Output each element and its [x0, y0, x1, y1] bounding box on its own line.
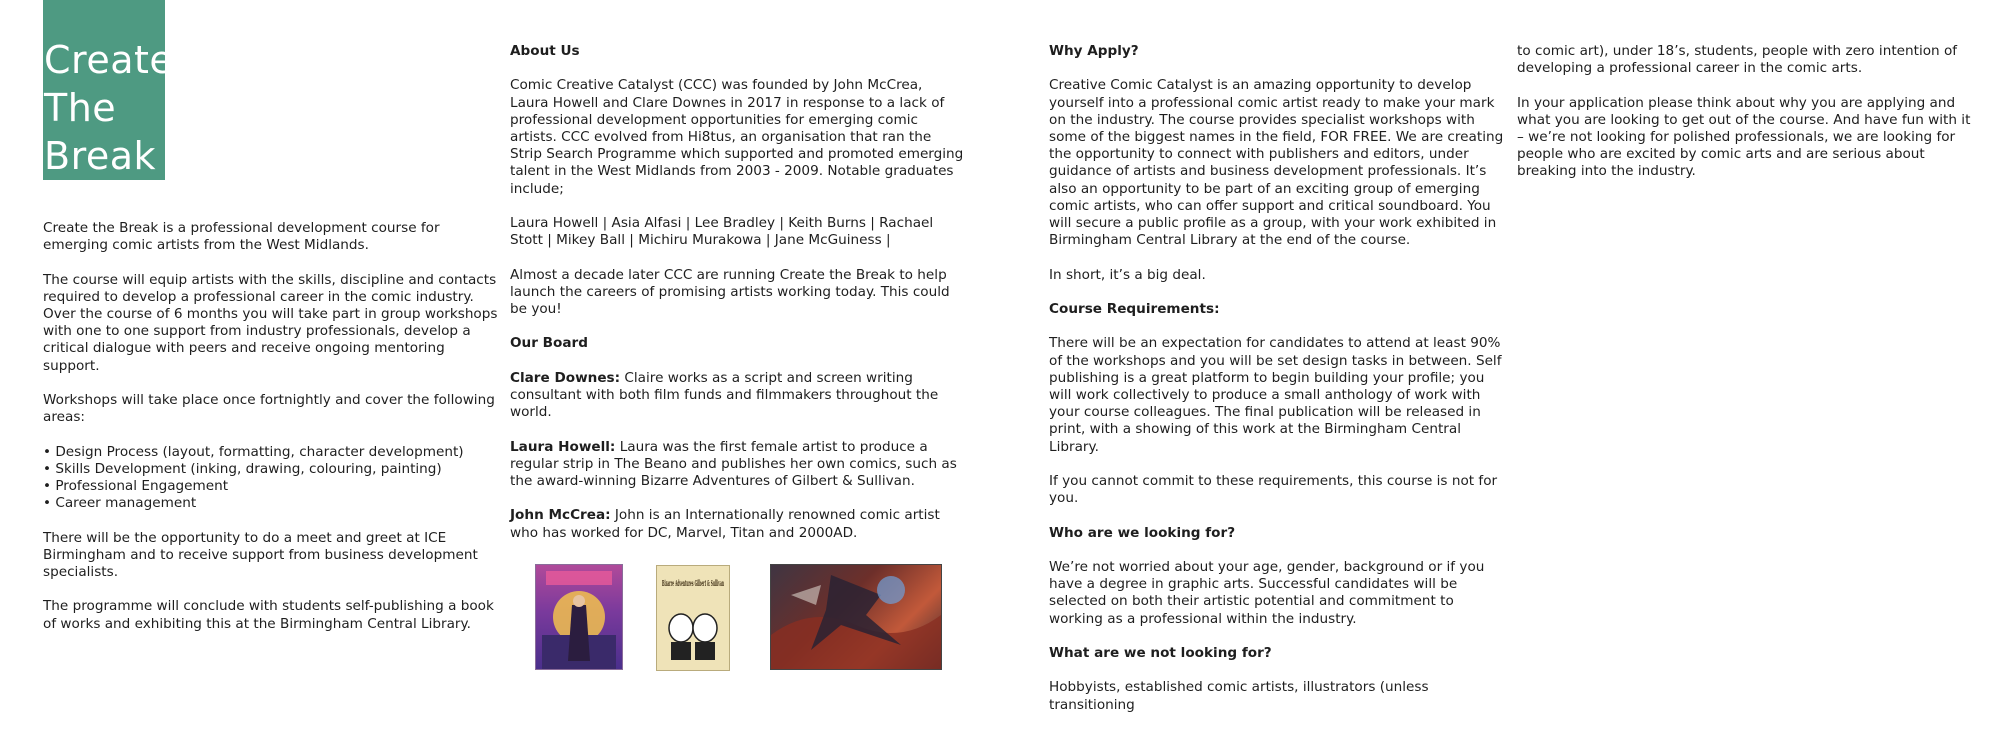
list-item: • Career management: [43, 495, 498, 512]
board-member: [510, 370, 965, 422]
comic-cover-image-2: [656, 565, 730, 671]
list-item: • Skills Development (inking, drawing, colouring, painting): [43, 461, 498, 478]
board-member-bio: Laura was the first female artist to produce a regular strip in The Beano and publishes her own comics, such as the award-winning Bizarre Adventures of Gilbert & Sullivan.: [510, 438, 957, 489]
comic-artwork-image: [770, 564, 942, 670]
not-looking-for-paragraph: Hobbyists, established comic artists, illustrators (unless transitioning: [1049, 679, 1429, 713]
board-member-name: Laura Howell:: [510, 438, 616, 455]
why-apply-heading: Why Apply?: [1049, 43, 1139, 59]
big-deal-paragraph: In short, it’s a big deal.: [1049, 266, 1206, 283]
intro-column: [43, 220, 498, 650]
about-heading: About Us: [510, 43, 580, 59]
list-item: • Professional Engagement: [43, 478, 498, 495]
requirements-heading: Course Requirements:: [1049, 301, 1220, 317]
board-member-name: John McCrea:: [510, 507, 611, 524]
graduates-paragraph: Laura Howell | Asia Alfasi | Lee Bradley | Keith Burns | Rachael Stott | Mikey Ball | Michiru Murakowa | Jane McGuiness |: [510, 215, 934, 249]
board-member-name: Clare Downes:: [510, 369, 621, 386]
title-line-3: Break: [44, 134, 157, 178]
list-item: • Design Process (layout, formatting, character development): [43, 444, 498, 461]
commitment-paragraph: If you cannot commit to these requirements, this course is not for you.: [1049, 473, 1498, 507]
looking-for-heading: Who are we looking for?: [1049, 524, 1236, 541]
board-member-bio: John is an Internationally renowned comic artist who has worked for DC, Marvel, Titan and 2000AD.: [510, 507, 940, 541]
requirements-paragraph: There will be an expectation for candidates to attend at least 90% of the workshops and you will be set design tasks in between. Self publishing is a great platform to begin building your profile; you will work collectively to produce a small anthology of work with your course colleagues. The final publication will be released in print, with a showing of this work at the Birmingham Central Library.: [1049, 335, 1502, 455]
title-line-2: The: [44, 86, 117, 130]
board-member-bio: Claire works as a script and screen writing consultant with both film funds and filmmakers throughout the world.: [510, 369, 939, 421]
why-apply-column: [1049, 43, 1504, 731]
looking-for-paragraph: We’re not worried about your age, gender, background or if you have a degree in graphic arts. Successful candidates will be selected on both their artistic potential and commitment to working as a professional within the industry.: [1049, 558, 1485, 627]
decade-paragraph: Almost a decade later CCC are running Create the Break to help launch the careers of promising artists working today. This could be you!: [510, 266, 950, 317]
about-paragraph: Comic Creative Catalyst (CCC) was founded by John McCrea, Laura Howell and Clare Downes in 2017 in response to a lack of professional development opportunities for emerging comic artists. CCC evolved from Hi8tus, an organisation that ran the Strip Search Programme which supported and promoted emerging talent in the West Midlands from 2003 - 2009. Notable graduates include;: [510, 77, 964, 197]
title-line-1: Create: [44, 38, 174, 82]
board-member: [510, 439, 965, 491]
board-heading: Our Board: [510, 335, 588, 352]
meet-greet-paragraph: There will be the opportunity to do a meet and greet at ICE Birmingham and to receive support from business development specialists.: [43, 529, 478, 580]
course-paragraph: The course will equip artists with the skills, discipline and contacts required to develop a professional career in the comic industry. Over the course of 6 months you will take part in group workshops with one to one support from industry professionals, develop a critical dialogue with peers and receive ongoing mentoring support.: [43, 271, 498, 374]
why-apply-paragraph: Creative Comic Catalyst is an amazing opportunity to develop yourself into a professional comic artist ready to make your mark on the industry. The course provides specialist workshops with some of the biggest names in the field, FOR FREE. We are creating the opportunity to connect with publishers and editors, under guidance of artists and business development professionals. It’s also an opportunity to be part of an exciting group of emerging comic artists, who can offer support and critical soundboard. You will secure a public profile as a group, with your work exhibited in Birmingham Central Library at the end of the course.: [1049, 77, 1504, 249]
cover-title: Bizarre Adventures Gilbert & Sullivan: [662, 578, 725, 588]
not-looking-for-heading: What are we not looking for?: [1049, 644, 1272, 661]
board-member: [510, 507, 965, 541]
about-column: [510, 43, 965, 559]
comic-cover-image-1: [535, 564, 623, 670]
workshops-paragraph: Workshops will take place once fortnightly and cover the following areas:: [43, 392, 495, 426]
application-column: [1517, 43, 1977, 198]
not-looking-for-continued: to comic art), under 18’s, students, people with zero intention of developing a professional career in the comic arts.: [1517, 43, 1958, 77]
conclusion-paragraph: The programme will conclude with students self-publishing a book of works and exhibiting this at the Birmingham Central Library.: [43, 598, 494, 632]
application-paragraph: In your application please think about why you are applying and what you are looking to get out of the course. And have fun with it – we’re not looking for polished professionals, we are looking for people who are excited by comic arts and are serious about breaking into the industry.: [1517, 94, 1971, 180]
intro-paragraph: Create the Break is a professional development course for emerging comic artists from the West Midlands.: [43, 220, 440, 254]
title-block: [43, 0, 174, 180]
workshop-topics-list: [43, 444, 498, 513]
